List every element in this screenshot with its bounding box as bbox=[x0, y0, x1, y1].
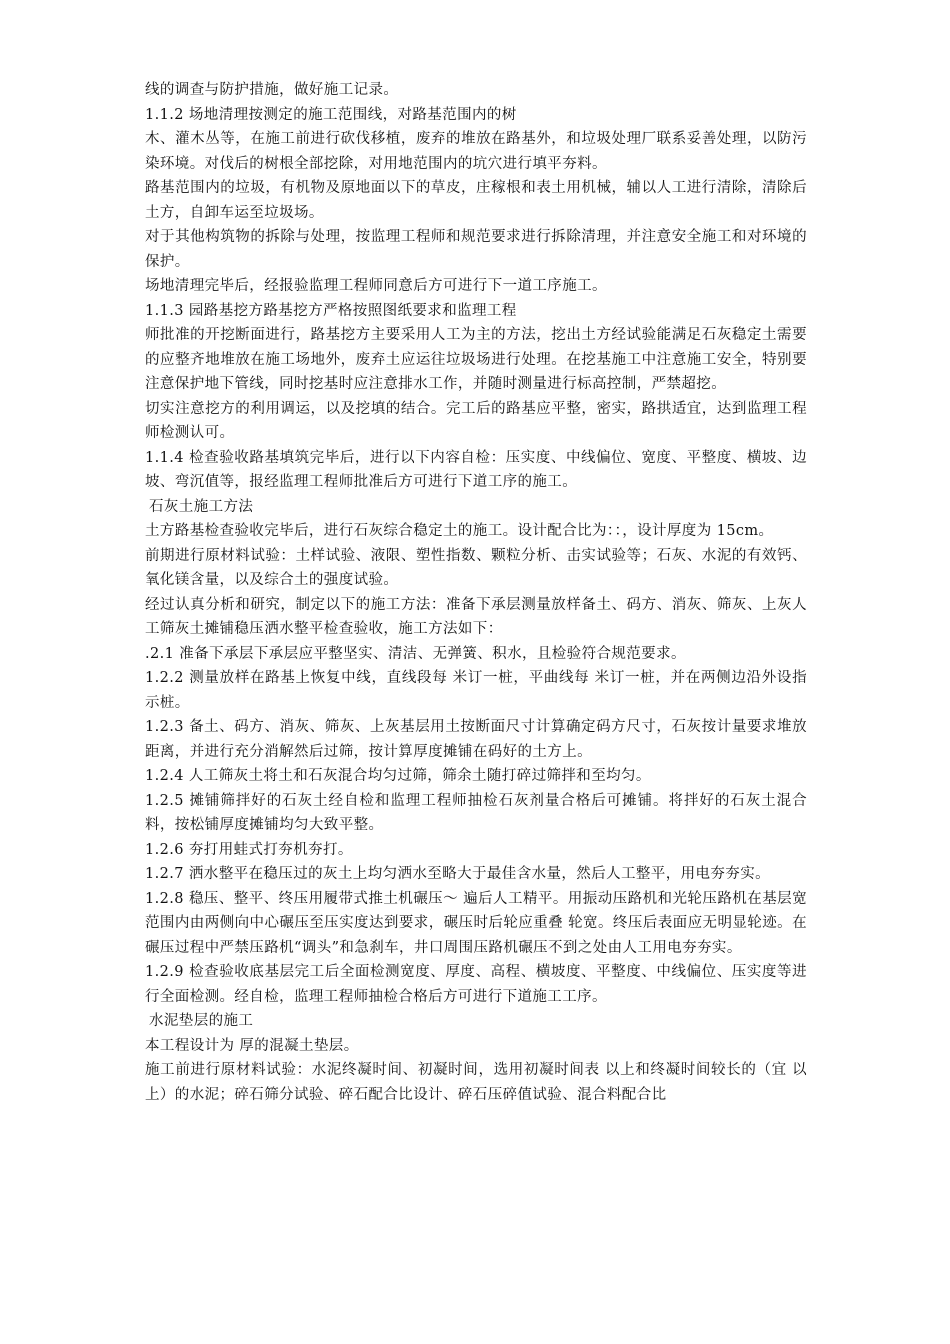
paragraph: 1.2.7 洒水整平在稳压过的灰土上均匀洒水至略大于最佳含水量，然后人工整平，用电夯夯实。 bbox=[145, 866, 770, 882]
paragraph: 1.2.9 检查验收底基层完工后全面检测宽度、厚度、高程、横坡度、平整度、中线偏位、压实度等进行全面检测。经自检，监理工程师抽检合格后方可进行下道施工工序。 bbox=[145, 964, 807, 1005]
paragraph: 土方路基检查验收完毕后，进行石灰综合稳定土的施工。设计配合比为：：，设计厚度为 15cm。 bbox=[145, 523, 774, 539]
paragraph: 经过认真分析和研究，制定以下的施工方法：准备下承层测量放样备土、码方、消灰、筛灰、上灰人工筛灰土摊铺稳压洒水整平检查验收，施工方法如下： bbox=[145, 596, 807, 637]
paragraph: 1.1.2 场地清理按测定的施工范围线，对路基范围内的树 bbox=[145, 106, 517, 123]
paragraph: 施工前进行原材料试验：水泥终凝时间、初凝时间，选用初凝时间表 以上和终凝时间较长的（宜 以上）的水泥；碎石筛分试验、碎石配合比设计、碎石压碎值试验、混合料配合比 bbox=[145, 1062, 807, 1103]
paragraph: 线的调查与防护措施，做好施工记录。 bbox=[145, 82, 399, 98]
document-body bbox=[145, 78, 807, 1107]
paragraph: 1.1.4 检查验收路基填筑完毕后，进行以下内容自检：压实度、中线偏位、宽度、平整度、横坡、边坡、弯沉值等，报经监理工程师批准后方可进行下道工序的施工。 bbox=[145, 449, 807, 490]
paragraph: 切实注意挖方的利用调运，以及挖填的结合。完工后的路基应平整，密实，路拱适宜，达到监理工程师检测认可。 bbox=[145, 400, 807, 441]
paragraph: .2.1 准备下承层下承层应平整坚实、清洁、无弹簧、积水，且检验符合规范要求。 bbox=[145, 645, 686, 662]
paragraph: 1.2.8 稳压、整平、终压用履带式推土机碾压～ 遍后人工精平。用振动压路机和光轮压路机在基层宽范围内由两侧向中心碾压至压实度达到要求，碾压时后轮应重叠 轮宽。终压后表面应无明显轮迹。在碾压过程中严禁压路机“调头”和急刹车，井口周围压路机碾压不到之处由人工用电夯夯实。 bbox=[145, 890, 807, 956]
paragraph: 对于其他构筑物的拆除与处理，按监理工程师和规范要求进行拆除清理，并注意安全施工和对环境的保护。 bbox=[145, 229, 807, 270]
paragraph: 场地清理完毕后，经报验监理工程师同意后方可进行下一道工序施工。 bbox=[145, 278, 607, 294]
paragraph: 1.2.3 备土、码方、消灰、筛灰、上灰基层用土按断面尺寸计算确定码方尺寸，石灰按计量要求堆放距离，并进行充分消解然后过筛，按计算厚度摊铺在码好的土方上。 bbox=[145, 719, 807, 760]
paragraph: 1.2.6 夯打用蛙式打夯机夯打。 bbox=[145, 841, 353, 858]
paragraph: 前期进行原材料试验：土样试验、液限、塑性指数、颗粒分析、击实试验等；石灰、水泥的有效钙、氧化镁含量，以及综合土的强度试验。 bbox=[145, 547, 807, 588]
paragraph: 1.2.5 摊铺筛拌好的石灰土经自检和监理工程师抽检石灰剂量合格后可摊铺。将拌好的石灰土混合料，按松铺厚度摊铺均匀大致平整。 bbox=[145, 792, 807, 833]
paragraph: 师批准的开挖断面进行，路基挖方主要采用人工为主的方法，挖出土方经试验能满足石灰稳定土需要的应整齐地堆放在施工场地外，废弃土应运往垃圾场进行处理。在挖基施工中注意施工安全，特别要注意保护地下管线，同时挖基时应注意排水工作，并随时测量进行标高控制，严禁超挖。 bbox=[145, 327, 807, 392]
paragraph: 木、灌木丛等，在施工前进行砍伐移植，废弃的堆放在路基外，和垃圾处理厂联系妥善处理，以防污染环境。对伐后的树根全部挖除，对用地范围内的坑穴进行填平夯料。 bbox=[145, 131, 807, 172]
paragraph: 1.2.4 人工筛灰土将土和石灰混合均匀过筛，筛余土随打碎过筛拌和至均匀。 bbox=[145, 768, 651, 784]
paragraph: 1.1.3 园路基挖方路基挖方严格按照图纸要求和监理工程 bbox=[145, 302, 517, 319]
paragraph: 1.2.2 测量放样在路基上恢复中线，直线段每 米订一桩，平曲线每 米订一桩，并在两侧边沿外设指示桩。 bbox=[145, 670, 807, 711]
section-heading: 石灰土施工方法 bbox=[149, 498, 254, 515]
section-heading: 水泥垫层的施工 bbox=[149, 1013, 254, 1029]
paragraph: 路基范围内的垃圾，有机物及原地面以下的草皮，庄稼根和表土用机械，辅以人工进行清除，清除后土方，自卸车运至垃圾场。 bbox=[145, 180, 807, 221]
paragraph: 本工程设计为 厚的混凝土垫层。 bbox=[145, 1037, 359, 1054]
